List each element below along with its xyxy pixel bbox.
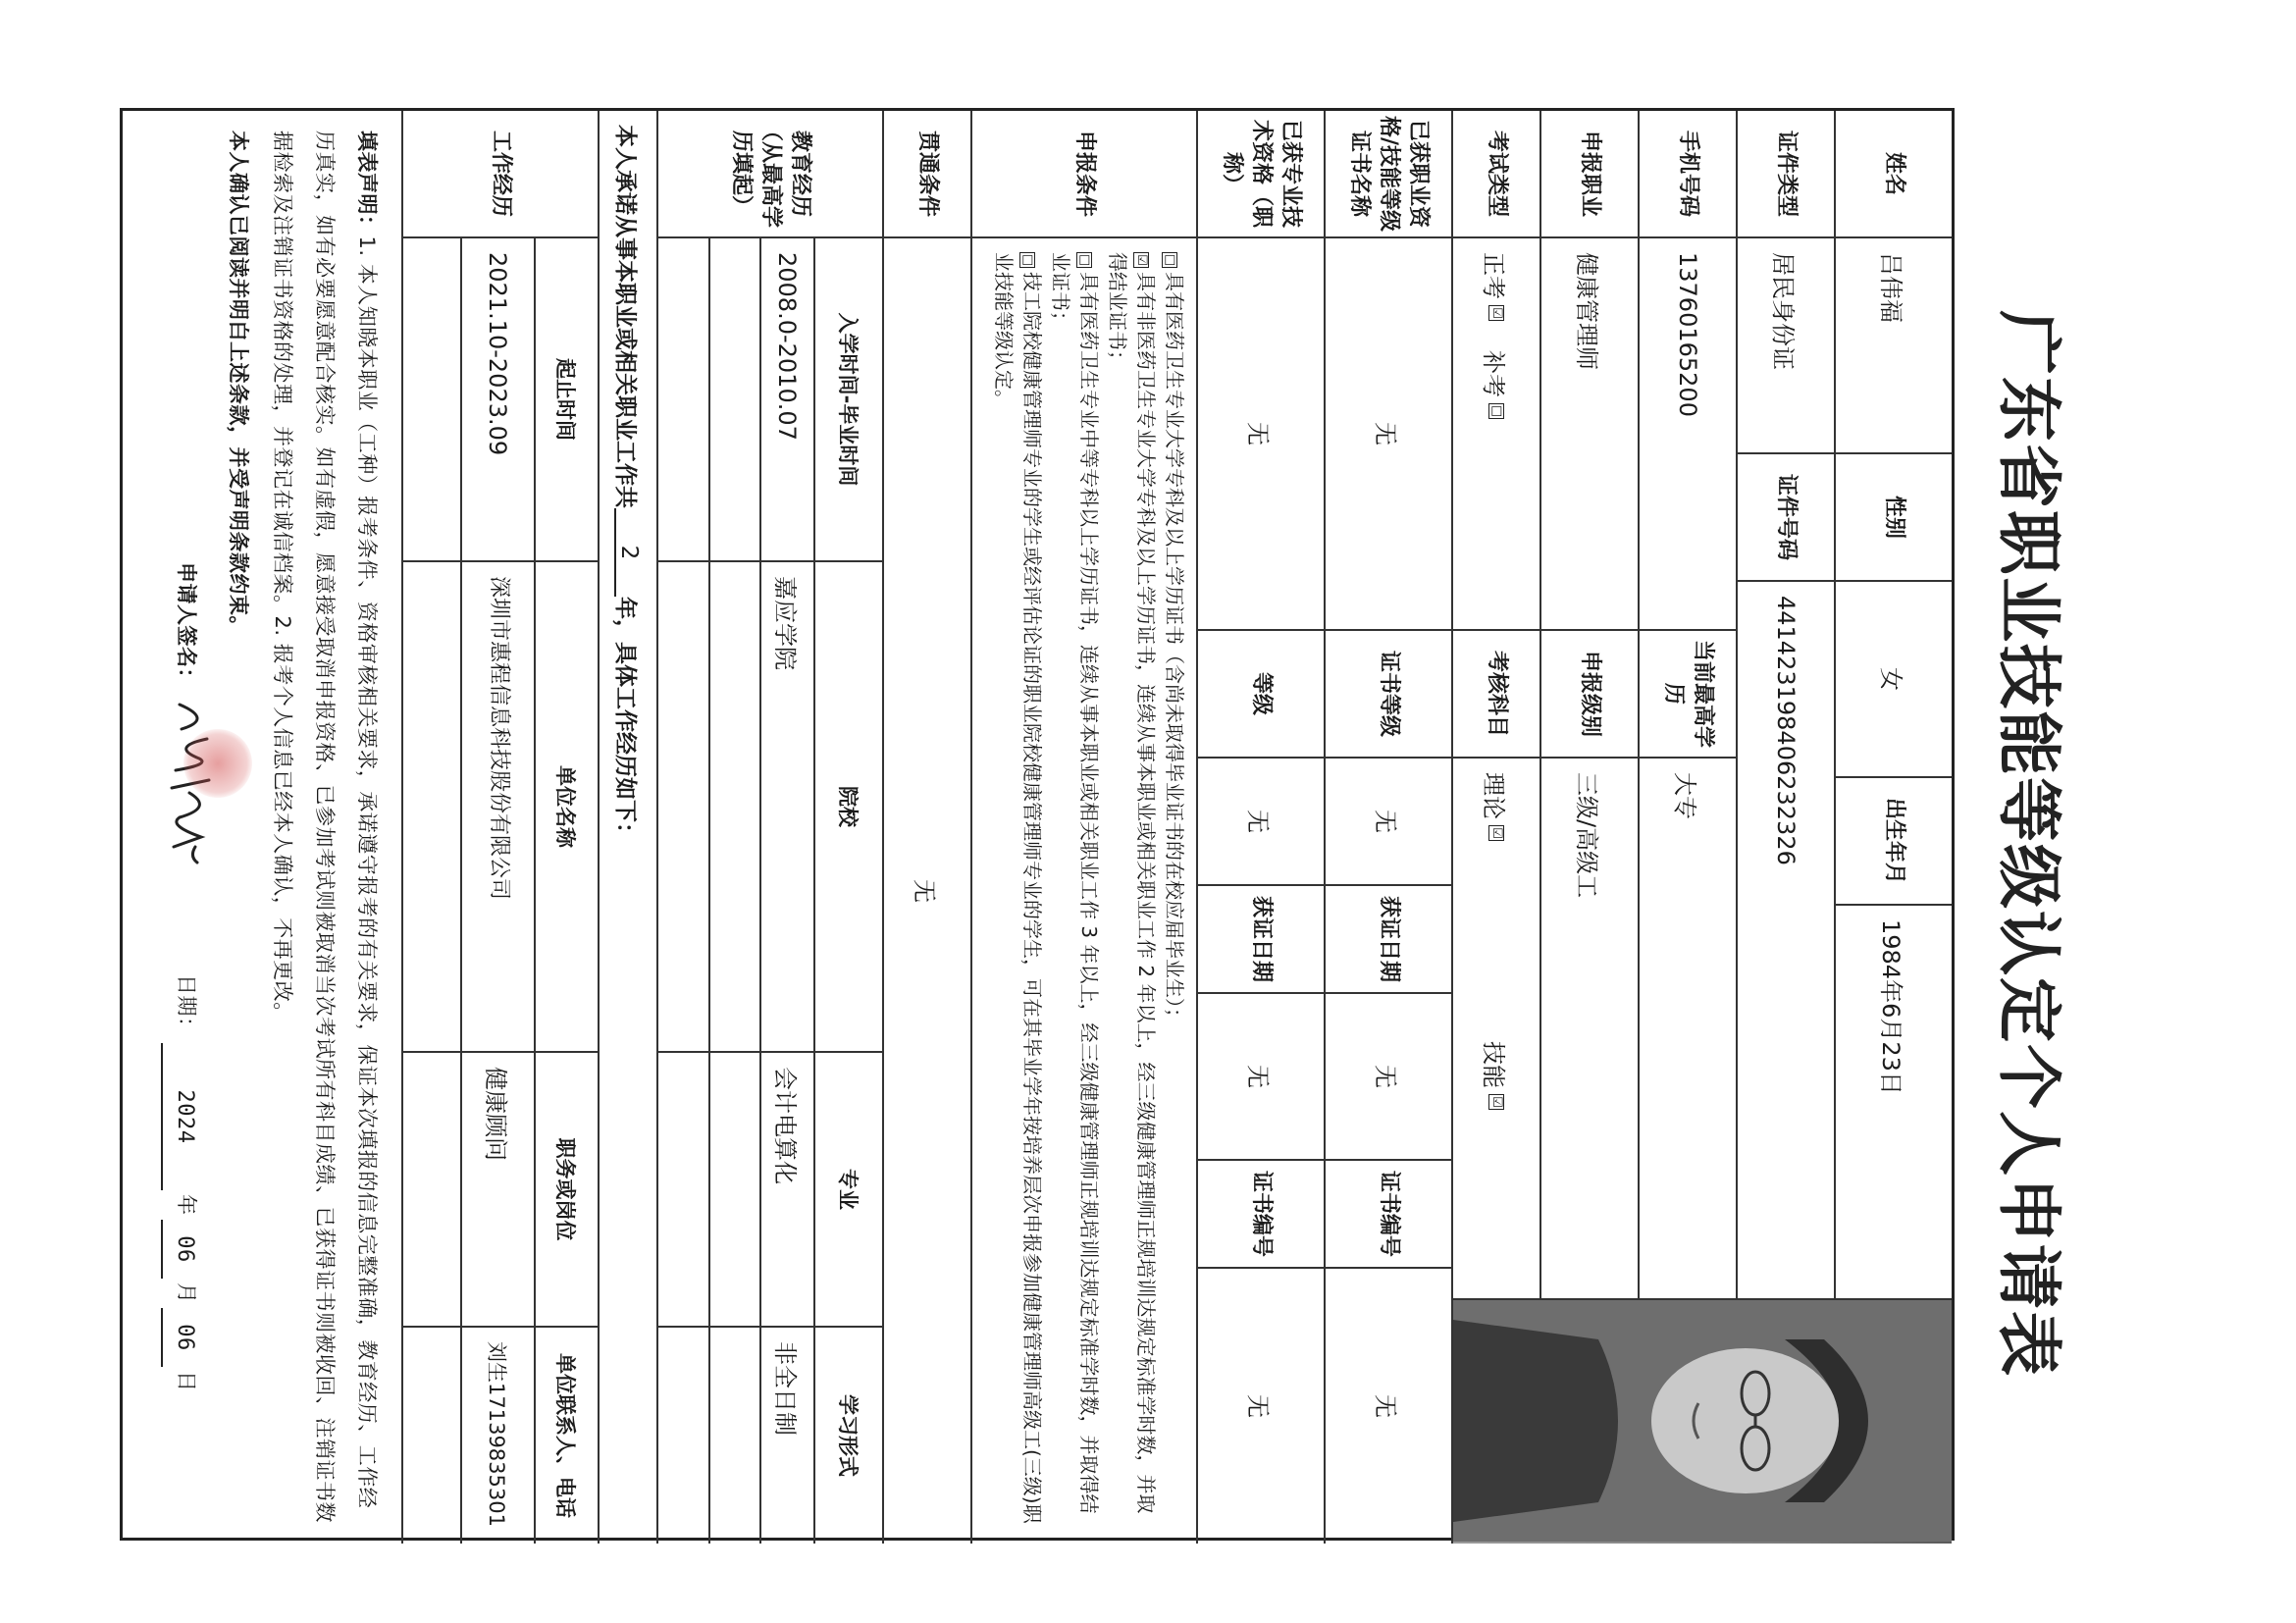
declaration-body [261,131,388,1524]
edu-row-3-period [656,238,708,562]
technical-date-value: 无 [1196,994,1324,1161]
gender-label: 性别 [1834,454,1952,582]
work-row-1-contact: 刘生17139835301 [460,1328,534,1544]
portrait-image [1453,1300,1952,1542]
edu-row-2-mode [708,1328,759,1544]
exam-type-normal: 正考 [1480,252,1508,299]
condition-option-1: □具有医药卫生专业大学专科及以上学历证书（含尚未取得毕业证书的在校应届毕业生）； [1163,253,1186,1027]
technical-title-name: 无 [1196,238,1324,631]
work-row-2-contact [401,1328,460,1544]
technical-no-value: 无 [1196,1269,1324,1544]
education-history-label: 教育经历（从最高学历填起） [656,111,882,238]
condition-checkbox-2[interactable]: ☑ [1133,252,1149,268]
vocational-date-label: 获证日期 [1324,886,1451,994]
exam-type-makeup: 补考 [1480,350,1508,397]
subject-theory: 理论 [1480,772,1508,819]
condition-checkbox-1[interactable]: □ [1163,253,1177,267]
work-header-position: 职务或岗位 [534,1053,598,1328]
vocational-date-value: 无 [1324,994,1451,1161]
work-row-1-company: 深圳市惠程信息科技股份有限公司 [460,562,534,1053]
date-year: 2024 [161,1043,207,1190]
technical-date-label: 获证日期 [1196,886,1324,994]
vocational-no-value: 无 [1324,1269,1451,1544]
through-condition-label: 贯通条件 [882,111,970,238]
vocational-no-label: 证书编号 [1324,1161,1451,1269]
exam-type-options [1451,238,1539,631]
rotated-form [98,98,2080,1550]
work-row-2-company [401,562,460,1053]
exam-type-normal-checkbox[interactable]: ☑ [1488,305,1504,321]
edu-row-1-mode: 非全日制 [759,1328,813,1544]
level-label: 申报级别 [1539,631,1638,759]
subject-skill-checkbox[interactable]: ☑ [1488,1094,1504,1110]
vocational-grade-value: 无 [1324,759,1451,886]
work-row-2-period [401,238,460,562]
technical-title-label: 已获专业技术资格（职称） [1196,111,1324,238]
edu-row-3-major [656,1053,708,1328]
declaration-text: 1. 本人知晓本职业（工种）报考条件、资格审核相关要求，承诺遵守报考的有关要求，保证本次填报的信息完整准确，教育经历、工作经历真实，如有必要愿意配合核实。如有虚假，愿意接受取消申报资格、已参加考试则被取消当次考试所有科目成绩、已获得证书则被收回、注销证书数据检索及注销证书资格的处理，并登记在诚信档案。2. 报考个人信息已经本人确认，不再更改。 [270,131,379,1523]
name-value: 吕伟福 [1834,238,1952,454]
work-header-contact: 单位联系人、电话 [534,1328,598,1544]
technical-grade-label: 等级 [1196,631,1324,759]
exam-type-makeup-checkbox[interactable]: □ [1489,404,1504,418]
condition-checkbox-4[interactable]: □ [1020,253,1035,267]
work-row-2-position [401,1053,460,1328]
edu-row-2-major [708,1053,759,1328]
year-unit: 年 [174,1194,198,1216]
edu-row-1-major: 会计电算化 [759,1053,813,1328]
work-years: 2 [614,508,642,597]
declaration [120,111,401,1544]
edu-row-1-school: 嘉应学院 [759,562,813,1053]
id-type-label: 证件类型 [1736,111,1834,238]
declaration-confirm: 本人确认已阅读并明白上述条款，并受声明条款约束。 [226,131,250,637]
name-label: 姓名 [1834,111,1952,238]
condition-option-4: □技工院校健康管理师专业的学生或经评估论证的职业院校健康管理师专业的学生，可在其毕业学年按培养层次申报参加健康管理师高级工(三级)职业技能等级认定。 [992,252,1044,1524]
edu-row-3-mode [656,1328,708,1544]
signature-row [164,131,213,1524]
id-no-label: 证件号码 [1736,454,1834,582]
subject-skill: 技能 [1480,1041,1508,1088]
day-unit: 日 [174,1371,198,1392]
work-row-1-period: 2021.10-2023.09 [460,238,534,562]
phone-label: 手机号码 [1638,111,1736,238]
work-history-label: 工作经历 [401,111,598,238]
condition-checkbox-3[interactable]: □ [1077,253,1092,267]
subject-options [1451,759,1539,1298]
red-fingerprint-mark [183,729,252,798]
edu-header-major: 专业 [813,1053,882,1328]
edu-header-mode: 学习形式 [813,1328,882,1544]
through-condition-value: 无 [882,238,970,1544]
applicant-photo [1451,1298,1952,1544]
edu-header-school: 院校 [813,562,882,1053]
date-label: 日期： [174,974,198,1038]
work-row-1-position: 健康顾问 [460,1053,534,1328]
declaration-heading: 填表声明： [355,131,379,236]
education-value: 大专 [1638,759,1736,1298]
birth-label: 出生年月 [1834,778,1952,906]
gender-value: 女 [1834,582,1952,778]
edu-row-3-school [656,562,708,1053]
condition-option-3: □具有医药卫生专业中等专科以上学历证书，连续从事本职业或相关职业工作 3 年以上，经三级健康管理师正规培训达规定标准学时数，并取得结业证书； [1049,252,1101,1514]
condition-option-2: ☑具有非医药卫生专业大学专科及以上学历证书，连续从事本职业或相关职业工作 2 年以上，经三级健康管理师正规培训达规定标准学时数，并取得结业证书； [1106,252,1158,1514]
month-unit: 月 [174,1283,198,1304]
edu-row-2-period [708,238,759,562]
work-header-company: 单位名称 [534,562,598,1053]
vocational-cert-label: 已获职业资格/技能等级证书名称 [1324,111,1451,238]
conditions-list [970,238,1196,1544]
edu-row-2-school [708,562,759,1053]
date-month: 06 [161,1220,207,1279]
work-commitment: 本人承诺从事本职业或相关职业工作共 2 年，具体工作经历如下： [598,111,656,1544]
work-header-period: 起止时间 [534,238,598,562]
exam-type-label: 考试类型 [1451,111,1539,238]
edu-header-period: 入学时间-毕业时间 [813,238,882,562]
technical-grade-value: 无 [1196,759,1324,886]
level-value: 三级/高级工 [1539,759,1638,1298]
vocational-grade-label: 证书等级 [1324,631,1451,759]
conditions-label: 申报条件 [970,111,1196,238]
vocational-cert-name: 无 [1324,238,1451,631]
signature-label: 申请人签名： [174,562,198,689]
birth-value: 1984年6月23日 [1834,906,1952,1298]
education-label: 当前最高学历 [1638,631,1736,759]
subject-label: 考核科目 [1451,631,1539,759]
form-title: 广东省职业技能等级认定个人申请表 [1991,310,2066,1378]
subject-theory-checkbox[interactable]: ☑ [1488,825,1504,841]
application-form-table [120,108,1955,1541]
id-no-value: 441423198406232326 [1736,582,1834,1298]
technical-no-label: 证书编号 [1196,1161,1324,1269]
job-value: 健康管理师 [1539,238,1638,631]
id-type-value: 居民身份证 [1736,238,1834,454]
job-label: 申报职业 [1539,111,1638,238]
date-day: 06 [161,1308,207,1367]
phone-value: 13760165200 [1638,238,1736,631]
edu-row-1-period: 2008.0-2010.07 [759,238,813,562]
